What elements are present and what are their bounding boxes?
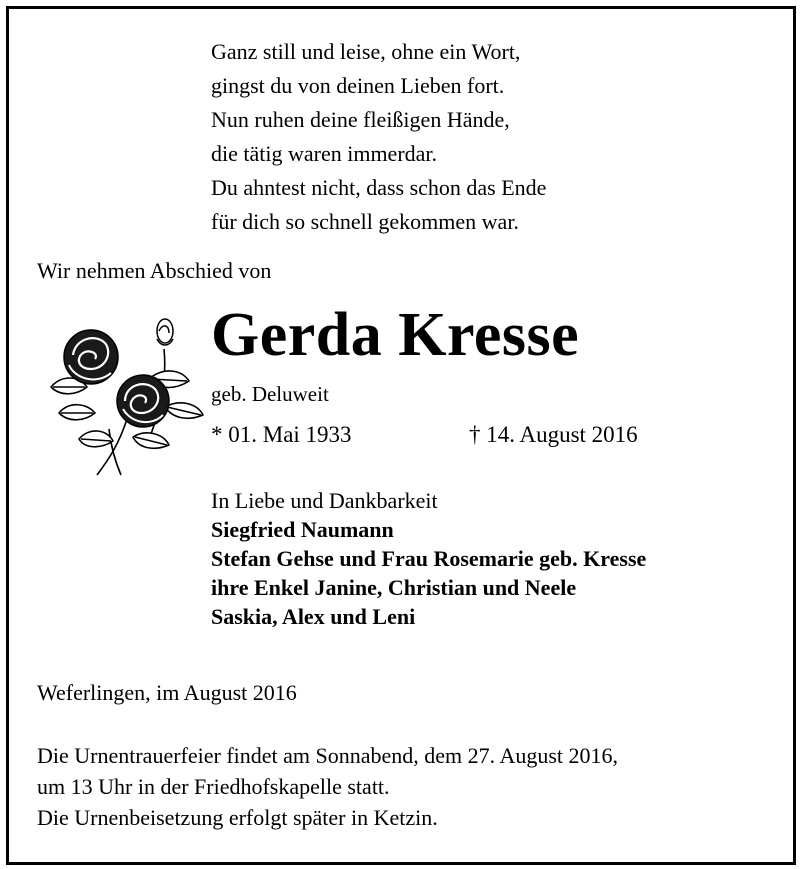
poem-line: die tätig waren immerdar.: [211, 141, 438, 166]
poem: [211, 35, 546, 239]
notice-line: Die Urnentrauerfeier findet am Sonnabend, dem 27. August 2016,: [37, 743, 619, 768]
farewell-intro: Wir nehmen Abschied von: [37, 258, 272, 283]
notice-line: Die Urnenbeisetzung erfolgt später in Ketzin.: [37, 805, 438, 830]
poem-line: gingst du von deinen Lieben fort.: [211, 73, 505, 98]
maiden-name: geb. Deluweit: [211, 382, 329, 406]
place-date: Weferlingen, im August 2016: [37, 680, 297, 705]
death-date: † 14. August 2016: [469, 422, 638, 447]
rose-icon: [39, 309, 205, 477]
obituary-notice: [6, 6, 796, 865]
mourner-name: Stefan Gehse und Frau Rosemarie geb. Kresse: [211, 546, 647, 571]
birth-date: * 01. Mai 1933: [211, 422, 352, 447]
mourner-name: Saskia, Alex und Leni: [211, 604, 416, 629]
notice-line: um 13 Uhr in der Friedhofskapelle statt.: [37, 774, 390, 799]
mourner-name: Siegfried Naumann: [211, 517, 394, 542]
poem-line: Nun ruhen deine fleißigen Hände,: [211, 107, 510, 132]
poem-line: Ganz still und leise, ohne ein Wort,: [211, 39, 521, 64]
deceased-name: Gerda Kresse: [211, 301, 580, 369]
mourners-intro: In Liebe und Dankbarkeit: [211, 488, 438, 513]
mourners: [211, 486, 646, 631]
mourner-name: ihre Enkel Janine, Christian und Neele: [211, 575, 577, 600]
funeral-notice: [37, 740, 618, 833]
poem-line: für dich so schnell gekommen war.: [211, 209, 519, 234]
poem-line: Du ahntest nicht, dass schon das Ende: [211, 175, 547, 200]
